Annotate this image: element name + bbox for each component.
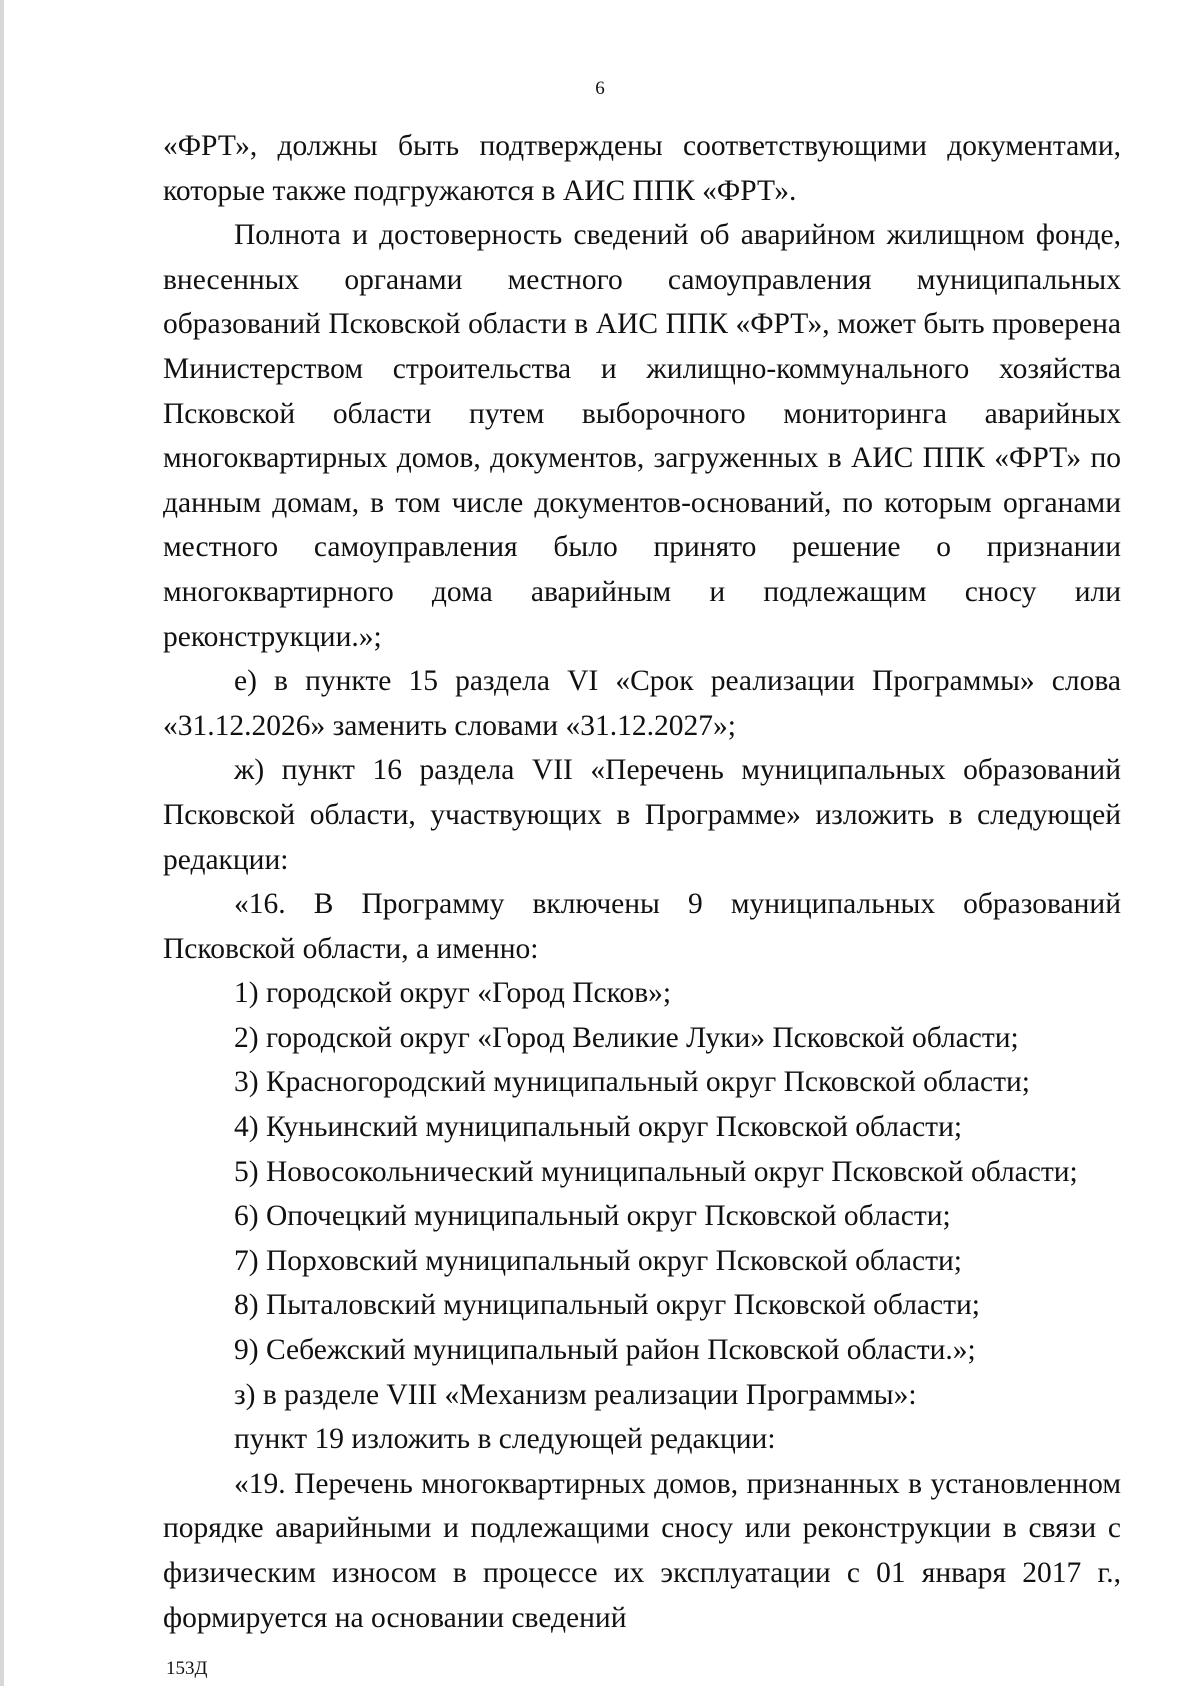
list-item: 7) Порховский муниципальный округ Псковской области; [234,1244,962,1277]
document-code: 153Д [166,1658,208,1679]
list-item: 9) Себежский муниципальный район Псковской области.»; [234,1334,976,1367]
paragraph-point-19-intro: пункт 19 изложить в следующей редакции: [234,1423,776,1456]
list-item: 8) Пыталовский муниципальный округ Псковской области; [234,1289,980,1322]
document-body [163,124,1121,1640]
paragraph-continuation: «ФРТ», должны быть подтверждены соответствующими документами, которые также подгружаются в АИС ППК «ФРТ». [163,130,1121,207]
paragraph-point-19: «19. Перечень многоквартирных домов, признанных в установленном порядке аварийными и подлежащими сносу или реконструкции в связи с физическим износом в процессе их эксплуатации с 01 января 2017 г., формируется на основании сведений [163,1467,1121,1634]
paragraph-verification: Полнота и достоверность сведений об аварийном жилищном фонде, внесенных органами местного самоуправления муниципальных образований Псковской области в АИС ППК «ФРТ», может быть проверена Министерством строительства и жилищно-коммунального хозяйства Псковской области путем выборочного мониторинга аварийных многоквартирных домов, документов, загруженных в АИС ППК «ФРТ» по данным домам, в том числе документов-оснований, по которым органами местного самоуправления было принято решение о признании многоквартирного дома аварийным и подлежащим сносу или реконструкции.»; [163,219,1121,653]
paragraph-item-z: з) в разделе VIII «Механизм реализации Программы»: [234,1378,917,1411]
list-item: 3) Красногородский муниципальный округ Псковской области; [234,1066,1030,1099]
paragraph-item-e: е) в пункте 15 раздела VI «Срок реализации Программы» слова «31.12.2026» заменить словами «31.12.2027»; [163,665,1121,742]
list-item: 6) Опочецкий муниципальный округ Псковской области; [234,1200,951,1233]
list-item: 4) Куньинский муниципальный округ Псковской области; [234,1111,963,1144]
list-item: 5) Новосокольнический муниципальный округ Псковской области; [234,1155,1078,1188]
list-item: 2) городской округ «Город Великие Луки» Псковской области; [234,1021,1019,1054]
paragraph-item-zh: ж) пункт 16 раздела VII «Перечень муниципальных образований Псковской области, участвующих в Программе» изложить в следующей редакции: [163,754,1121,876]
paragraph-point-16: «16. В Программу включены 9 муниципальных образований Псковской области, а именно: [163,888,1121,965]
municipality-list [163,971,1121,1372]
list-item: 1) городской округ «Город Псков»; [234,977,672,1010]
page-number: 6 [595,78,605,99]
scan-edge [0,0,4,1686]
